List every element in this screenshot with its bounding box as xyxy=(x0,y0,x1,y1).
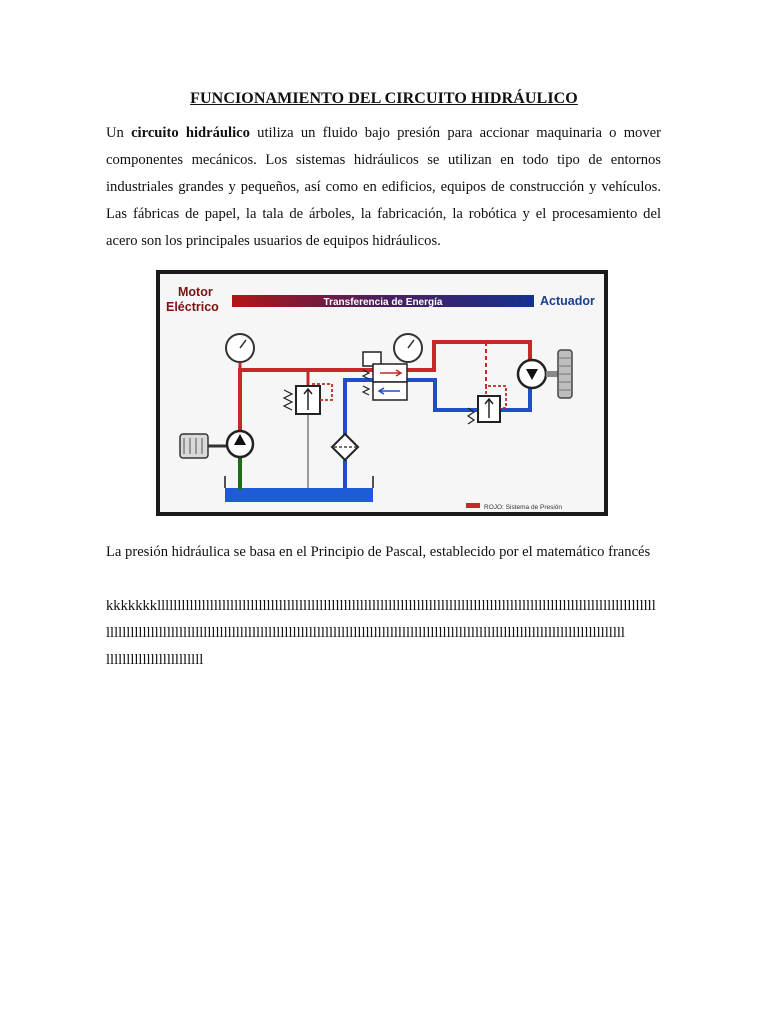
relief-valve-icon xyxy=(284,384,332,414)
filler-line-3: llllllllllllllllllllllll xyxy=(106,652,204,668)
hydraulic-circuit-figure xyxy=(156,270,608,516)
actuator-label: Actuador xyxy=(540,294,595,308)
intro-paragraph xyxy=(106,120,661,255)
filler-line-1: kkkkkkklllllllllllllllllllllllllllllllllllllllllllllllllllllllllllllllllllllllllllllllllllllllllllllllllllllllllllllllllllllllllll xyxy=(106,598,656,614)
reducing-valve-icon xyxy=(468,386,506,424)
intro-rest: utiliza un fluido bajo presión para accionar maquinaria o mover componentes mecánicos. Los sistemas hidráulicos se utilizan en todo tipo de entornos industriales grandes y pequeños, así como en edificios, equipos de construcción y vehículos. Las fábricas de papel, la tala de árboles, la fabricación, la robótica y el procesamiento del acero son los principales usuarios de equipos hidráulicos. xyxy=(106,125,661,249)
legend-text: ROJO: Sistema de Presión xyxy=(484,504,563,511)
pascal-paragraph: La presión hidráulica se basa en el Principio de Pascal, establecido por el matemático francés xyxy=(106,544,651,560)
electric-motor-icon xyxy=(180,434,226,458)
energy-transfer-label: Transferencia de Energía xyxy=(323,297,443,308)
filler-line-2: llllllllllllllllllllllllllllllllllllllllllllllllllllllllllllllllllllllllllllllllllllllllllllllllllllllllllllllllllllllllllllllll xyxy=(106,625,625,641)
filter-icon xyxy=(332,434,358,460)
return-line-tank xyxy=(345,380,373,446)
hydraulic-motor-actuator-icon xyxy=(518,350,572,398)
motor-label-line1: Motor xyxy=(178,285,213,299)
document-title: FUNCIONAMIENTO DEL CIRCUITO HIDRÁULICO xyxy=(190,90,578,107)
legend-swatch xyxy=(466,503,480,508)
intro-bold-term: circuito hidráulico xyxy=(131,125,250,141)
pressure-gauge-right-icon xyxy=(394,334,422,362)
motor-label-line2: Eléctrico xyxy=(166,300,219,314)
intro-lead: Un xyxy=(106,125,132,141)
hydraulic-pump-icon xyxy=(227,431,253,457)
reservoir-tank xyxy=(225,488,373,502)
pressure-gauge-left-icon xyxy=(226,334,254,362)
